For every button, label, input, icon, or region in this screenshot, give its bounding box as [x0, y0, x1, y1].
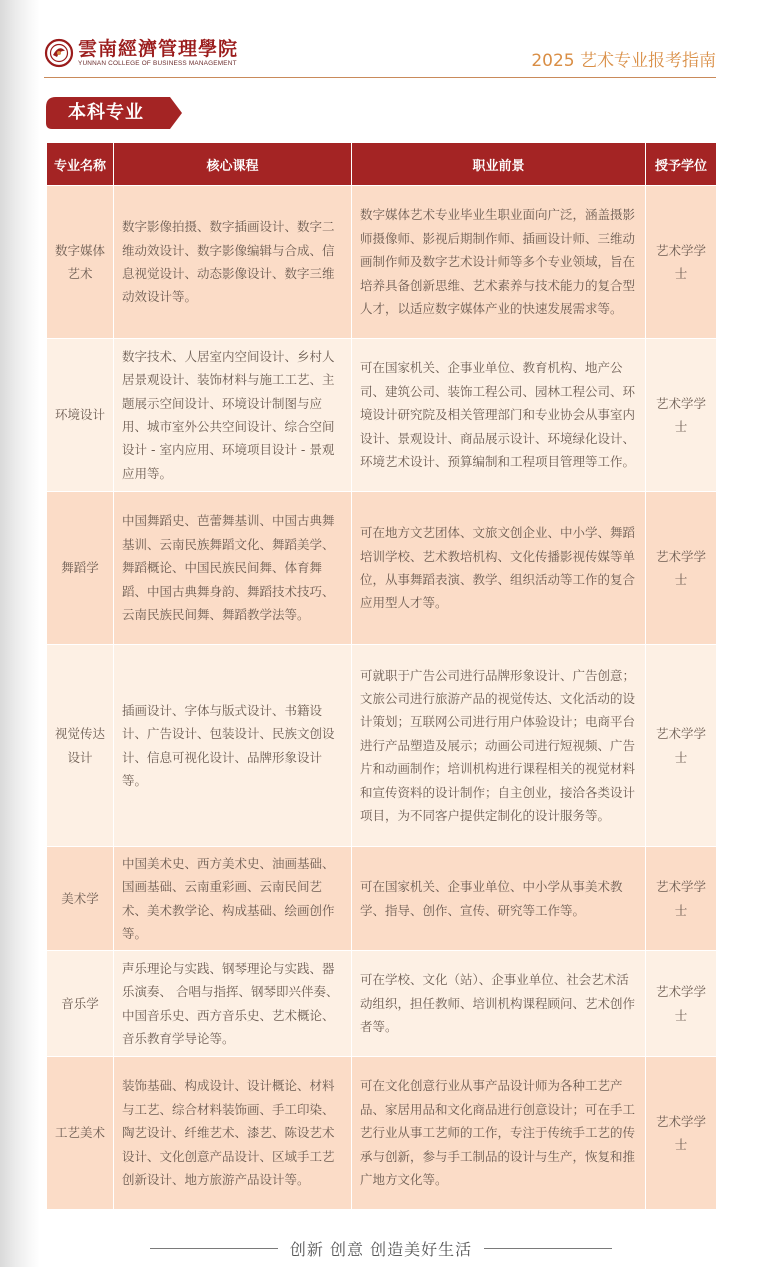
- core-courses: 中国舞蹈史、芭蕾舞基训、中国古典舞基训、云南民族舞蹈文化、舞蹈美学、舞蹈概论、中国民族民间舞、体育舞蹈、中国古典舞身韵、舞蹈技术技巧、云南民族民间舞、舞蹈教学法等。: [114, 492, 352, 645]
- career-prospects: 数字媒体艺术专业毕业生职业面向广泛，涵盖摄影师摄像师、影视后期制作师、插画设计师、三维动画制作师及数字艺术设计师等多个专业领域，旨在培养具备创新思维、艺术素养与技术能力的复合型人才，以适应数字媒体产业的快速发展需求等。: [352, 186, 646, 339]
- table-header-row: [47, 143, 717, 186]
- section-title-tag: [46, 97, 182, 129]
- degree: 艺术学学士: [646, 186, 717, 339]
- school-name-cn: 雲南經濟管理學院: [78, 38, 239, 60]
- core-courses: 数字影像拍摄、数字插画设计、数字二维动效设计、数字影像编辑与合成、信息视觉设计、动态影像设计、数字三维动效设计等。: [114, 186, 352, 339]
- career-prospects: 可就职于广告公司进行品牌形象设计、广告创意；文旅公司进行旅游产品的视觉传达、文化活动的设计策划；互联网公司进行用户体验设计；电商平台进行产品塑造及展示；动画公司进行短视频、广告片和动画制作；培训机构进行课程相关的视觉材料和宣传资料的设计制作；自主创业，接洽各类设计项目，为不同客户提供定制化的设计服务等。: [352, 645, 646, 847]
- table-row: [47, 339, 717, 492]
- footer-slogan-bar: [150, 1236, 612, 1260]
- core-courses: 数字技术、人居室内空间设计、乡村人居景观设计、装饰材料与施工工艺、主题展示空间设计、环境设计制图与应用、城市室外公共空间设计、综合空间设计 - 室内应用、环境项目设计 - 景观应用等。: [114, 339, 352, 492]
- table-row: [47, 186, 717, 339]
- table-row: [47, 492, 717, 645]
- degree: 艺术学学士: [646, 339, 717, 492]
- core-courses: 声乐理论与实践、钢琴理论与实践、器乐演奏、 合唱与指挥、钢琴即兴伴奏、中国音乐史、西方音乐史、艺术概论、音乐教育学导论等。: [114, 951, 352, 1057]
- section-title: 本科专业: [68, 102, 144, 123]
- degree: 艺术学学士: [646, 847, 717, 951]
- major-name: 环境设计: [47, 339, 114, 492]
- header-degree: 授予学位: [646, 143, 717, 186]
- degree: 艺术学学士: [646, 492, 717, 645]
- page-header: [44, 36, 716, 78]
- table-row: [47, 645, 717, 847]
- footer-divider-left: [150, 1248, 278, 1249]
- table-row: [47, 1057, 717, 1210]
- core-courses: 插画设计、字体与版式设计、书籍设计、广告设计、包装设计、民族文创设计、信息可视化设计、品牌形象设计等。: [114, 645, 352, 847]
- school-name-en: YUNNAN COLLEGE OF BUSINESS MANAGEMENT: [78, 60, 237, 67]
- degree: 艺术学学士: [646, 645, 717, 847]
- major-name: 工艺美术: [47, 1057, 114, 1210]
- major-name: 音乐学: [47, 951, 114, 1057]
- major-name: 数字媒体艺术: [47, 186, 114, 339]
- header-career-prospects: 职业前景: [352, 143, 646, 186]
- career-prospects: 可在地方文艺团体、文旅文创企业、中小学、舞蹈培训学校、艺术教培机构、文化传播影视传媒等单位，从事舞蹈表演、教学、组织活动等工作的复合应用型人才等。: [352, 492, 646, 645]
- career-prospects: 可在学校、文化（站）、企事业单位、社会艺术活动组织，担任教师、培训机构课程顾问、艺术创作者等。: [352, 951, 646, 1057]
- header-core-courses: 核心课程: [114, 143, 352, 186]
- degree: 艺术学学士: [646, 1057, 717, 1210]
- majors-table: [46, 142, 717, 1210]
- school-logo: [44, 36, 238, 70]
- table-row: [47, 847, 717, 951]
- school-emblem-icon: [44, 38, 74, 68]
- career-prospects: 可在国家机关、企事业单位、中小学从事美术教学、指导、创作、宣传、研究等工作等。: [352, 847, 646, 951]
- major-name: 舞蹈学: [47, 492, 114, 645]
- major-name: 美术学: [47, 847, 114, 951]
- page-curl-shadow: [0, 0, 40, 1267]
- table-row: [47, 951, 717, 1057]
- core-courses: 装饰基础、构成设计、设计概论、材料与工艺、综合材料装饰画、手工印染、陶艺设计、纤维艺术、漆艺、陈设艺术设计、文化创意产品设计、区域手工艺创新设计、地方旅游产品设计等。: [114, 1057, 352, 1210]
- header-major-name: 专业名称: [47, 143, 114, 186]
- degree: 艺术学学士: [646, 951, 717, 1057]
- guide-title: 2025 艺术专业报考指南: [531, 51, 716, 71]
- major-name: 视觉传达设计: [47, 645, 114, 847]
- footer-slogan: 创新 创意 创造美好生活: [289, 1239, 473, 1259]
- career-prospects: 可在文化创意行业从事产品设计师为各种工艺产品、家居用品和文化商品进行创意设计；可在手工艺行业从事工艺师的工作，专注于传统手工艺的传承与创新，参与手工制品的设计与生产，恢复和推广地方文化等。: [352, 1057, 646, 1210]
- footer-divider-right: [484, 1248, 612, 1249]
- core-courses: 中国美术史、西方美术史、油画基础、国画基础、云南重彩画、云南民间艺术、美术教学论、构成基础、绘画创作等。: [114, 847, 352, 951]
- career-prospects: 可在国家机关、企事业单位、教育机构、地产公司、建筑公司、装饰工程公司、园林工程公司、环境设计研究院及相关管理部门和专业协会从事室内设计、景观设计、商品展示设计、环境绿化设计、环境艺术设计、预算编制和工程项目管理等工作。: [352, 339, 646, 492]
